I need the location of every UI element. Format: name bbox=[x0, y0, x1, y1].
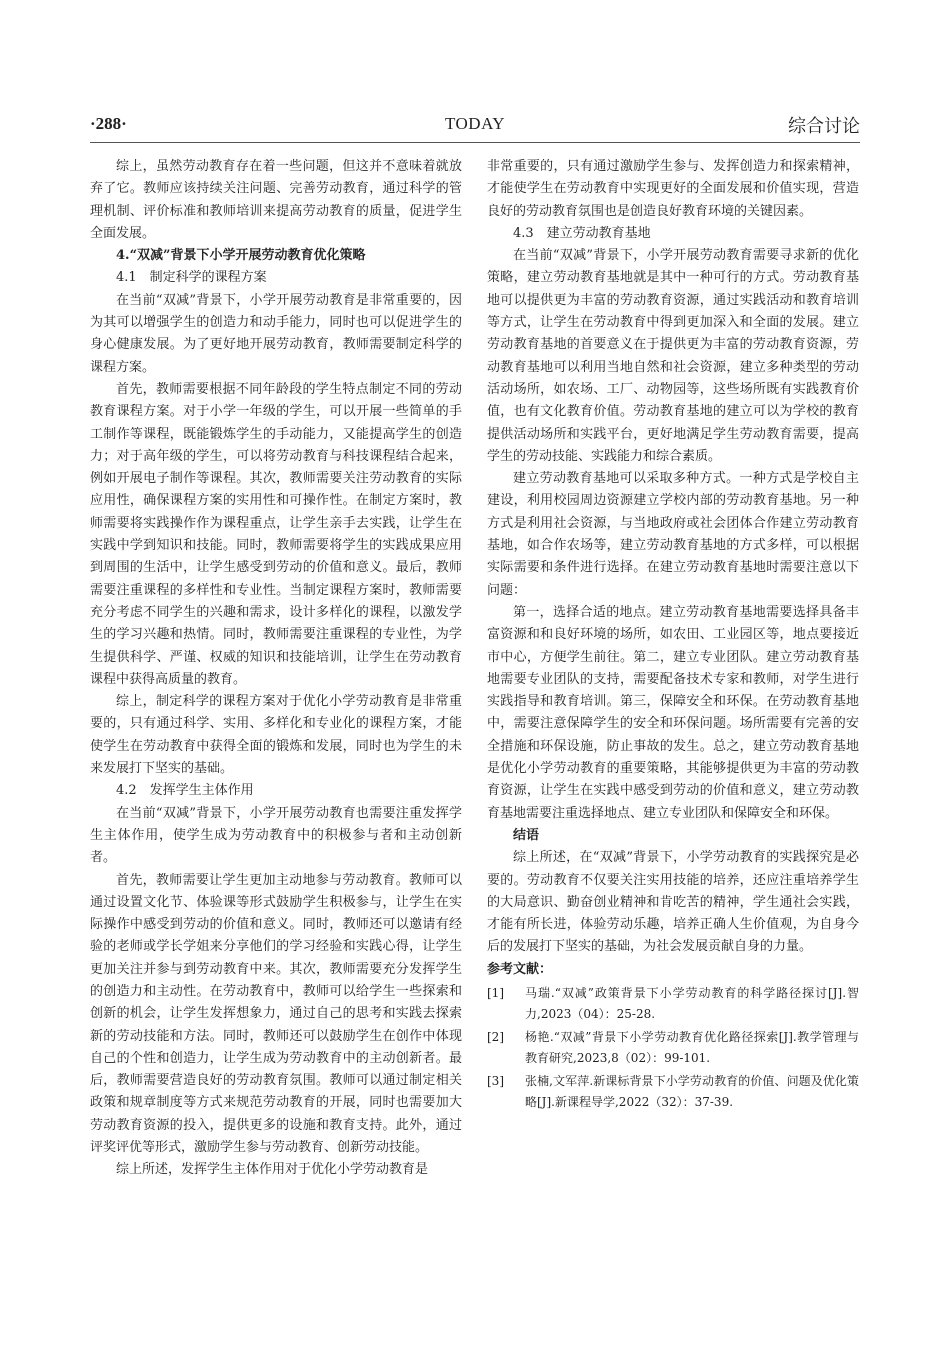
paragraph: 第一，选择合适的地点。建立劳动教育基地需要选择具备丰富资源和和良好环境的场所，如农田、工业园区等，地点要接近市中心，方便学生前往。第二，建立专业团队。建立劳动教育基地需要专业团队的支持，需要配备技术专家和教师，对学生进行实践指导和教育培训。第三，保障安全和环保。在劳动教育基地中，需要注意保障学生的安全和环保问题。场所需要有完善的安全措施和环保设施，防止事故的发生。总之，建立劳动教育基地是优化小学劳动教育的重要策略，其能够提供更为丰富的劳动教育资源，让学生在实践中感受到劳动的价值和意义，建立劳动教育基地需要注重选择地点、建立专业团队和保障安全和环保。 bbox=[487, 604, 859, 821]
reference-text: 马瑞.“双减”政策背景下小学劳动教育的科学路径探讨[J].智力,2023（04）：25-28. bbox=[525, 985, 859, 1021]
paragraph: 建立劳动教育基地可以采取多种方式。一种方式是学校自主建设，利用校园周边资源建立学校内部的劳动教育基地。另一种方式是利用社会资源，与当地政府或社会团体合作建立劳动教育基地，如合作农场等，建立劳动教育基地的方式多样，可以根据实际需要和条件进行选择。在建立劳动教育基地时需要注意以下问题： bbox=[487, 471, 859, 598]
header-rule bbox=[90, 142, 860, 143]
subsection-heading: 4.3 建立劳动教育基地 bbox=[513, 225, 651, 241]
left-column bbox=[90, 156, 462, 1182]
reference-number: [3] bbox=[487, 1073, 504, 1088]
subsection-heading: 4.1 制定科学的课程方案 bbox=[116, 270, 267, 286]
conclusion-heading: 结语 bbox=[513, 827, 540, 843]
section-heading: 4.“双减”背景下小学开展劳动教育优化策略 bbox=[116, 248, 366, 264]
reference-text: 张楠,文军萍.新课标背景下小学劳动教育的价值、问题及优化策略[J].新课程导学,2022（32）：37-39. bbox=[525, 1073, 859, 1109]
paragraph: 综上所述，在“双减”背景下，小学劳动教育的实践探究是必要的。劳动教育不仅要关注实用技能的培养，还应注重培养学生的大局意识、勤奋创业精神和肯吃苦的精神，学生通社会实践，才能有所长进，体验劳动乐趣，培养正确人生价值观，为自身今后的发展打下坚实的基础，为社会发展贡献自身的力量。 bbox=[487, 850, 859, 955]
paragraph: 在当前“双减”背景下，小学开展劳动教育是非常重要的，因为其可以增强学生的创造力和动手能力，同时也可以促进学生的身心健康发展。为了更好地开展劳动教育，教师需要制定科学的课程方案。 bbox=[90, 292, 462, 375]
reference-item bbox=[487, 1027, 859, 1069]
reference-number: [1] bbox=[487, 985, 504, 1000]
subsection-heading: 4.2 发挥学生主体作用 bbox=[116, 783, 254, 799]
paragraph: 在当前“双减”背景下，小学开展劳动教育也需要注重发挥学生主体作用，使学生成为劳动教育中的积极参与者和主动创新者。 bbox=[90, 805, 462, 866]
references-title: 参考文献： bbox=[487, 961, 553, 977]
reference-item bbox=[487, 1071, 859, 1113]
paragraph: 综上，虽然劳动教育存在着一些问题，但这并不意味着就放弃了它。教师应该持续关注问题、完善劳动教育，通过科学的管理机制、评价标准和教师培训来提高劳动教育的质量，促进学生全面发展。 bbox=[90, 159, 462, 241]
reference-text: 杨艳.“双减”背景下小学劳动教育优化路径探索[J].教学管理与教育研究,2023,8（02）：99-101. bbox=[525, 1029, 859, 1065]
journal-name: TODAY bbox=[444, 114, 506, 133]
section-title: 综合讨论 bbox=[788, 116, 860, 137]
paragraph: 非常重要的，只有通过激励学生参与、发挥创造力和探索精神，才能使学生在劳动教育中实现更好的全面发展和价值实现，营造良好的劳动教育氛围也是创造良好教育环境的关键因素。 bbox=[487, 159, 859, 219]
reference-number: [2] bbox=[487, 1029, 504, 1044]
paragraph: 在当前“双减”背景下，小学开展劳动教育需要寻求新的优化策略，建立劳动教育基地就是其中一种可行的方式。劳动教育基地可以提供更为丰富的劳动教育资源，通过实践活动和教育培训等方式，让学生在劳动教育中得到更加深入和全面的发展。建立劳动教育基地的首要意义在于提供更为丰富的劳动教育资源，劳动教育基地可以利用当地自然和社会资源，建立多种类型的劳动活动场所，如农场、工厂、动物园等，这些场所既有实践教育价值，也有文化教育价值。劳动教育基地的建立可以为学校的教育提供活动场所和实践平台，更好地满足学生劳动教育需要，提高学生的劳动技能、实践能力和综合素质。 bbox=[487, 248, 859, 464]
right-column bbox=[487, 156, 859, 1113]
paragraph: 综上，制定科学的课程方案对于优化小学劳动教育是非常重要的，只有通过科学、实用、多样化和专业化的课程方案，才能使学生在劳动教育中获得全面的锻炼和发展，同时也为学生的未来发展打下坚实的基础。 bbox=[90, 694, 462, 777]
reference-item bbox=[487, 983, 859, 1025]
paragraph: 综上所述，发挥学生主体作用对于优化小学劳动教育是 bbox=[116, 1162, 429, 1178]
paragraph: 首先，教师需要让学生更加主动地参与劳动教育。教师可以通过设置文化节、体验课等形式鼓励学生积极参与，让学生在实际操作中感受到劳动的价值和意义。同时，教师还可以邀请有经验的老师或学长学姐来分享他们的学习经验和实践心得，让学生更加关注并参与到劳动教育中来。其次，教师需要充分发挥学生的创造力和主动性。在劳动教育中，教师可以给学生一些探索和创新的机会，让学生发挥想象力，通过自己的思考和实践去探索新的劳动技能和方法。同时，教师还可以鼓励学生在创作中体现自己的个性和创造力，让学生成为劳动教育中的主动创新者。最后，教师需要营造良好的劳动教育氛围。教师可以通过制定相关政策和规章制度等方式来规范劳动教育的开展，同时也需要加大劳动教育资源的投入，提供更多的设施和教育支持。此外，通过评奖评优等形式，激励学生参与劳动教育、创新劳动技能。 bbox=[90, 872, 462, 1156]
page-number: ·288· bbox=[90, 114, 127, 133]
paragraph: 首先，教师需要根据不同年龄段的学生特点制定不同的劳动教育课程方案。对于小学一年级的学生，可以开展一些简单的手工制作等课程，既能锻炼学生的手动能力，又能提高学生的创造力；对于高年级的学生，可以将劳动教育与科技课程结合起来，例如开展电子制作等课程。其次，教师需要关注劳动教育的实际应用性，确保课程方案的实用性和可操作性。在制定方案时，教师需要将实践操作作为课程重点，让学生亲手去实践，让学生在实践中学到知识和技能。同时，教师需要将学生的实践成果应用到周围的生活中，让学生感受到劳动的价值和意义。最后，教师需要注重课程的多样性和专业性。当制定课程方案时，教师需要充分考虑不同学生的兴趣和需求，设计多样化的课程，以激发学生的学习兴趣和热情。同时，教师需要注重课程的专业性，为学生提供科学、严谨、权威的知识和技能培训，让学生在劳动教育课程中获得高质量的教育。 bbox=[90, 381, 462, 687]
page-header bbox=[90, 112, 860, 142]
